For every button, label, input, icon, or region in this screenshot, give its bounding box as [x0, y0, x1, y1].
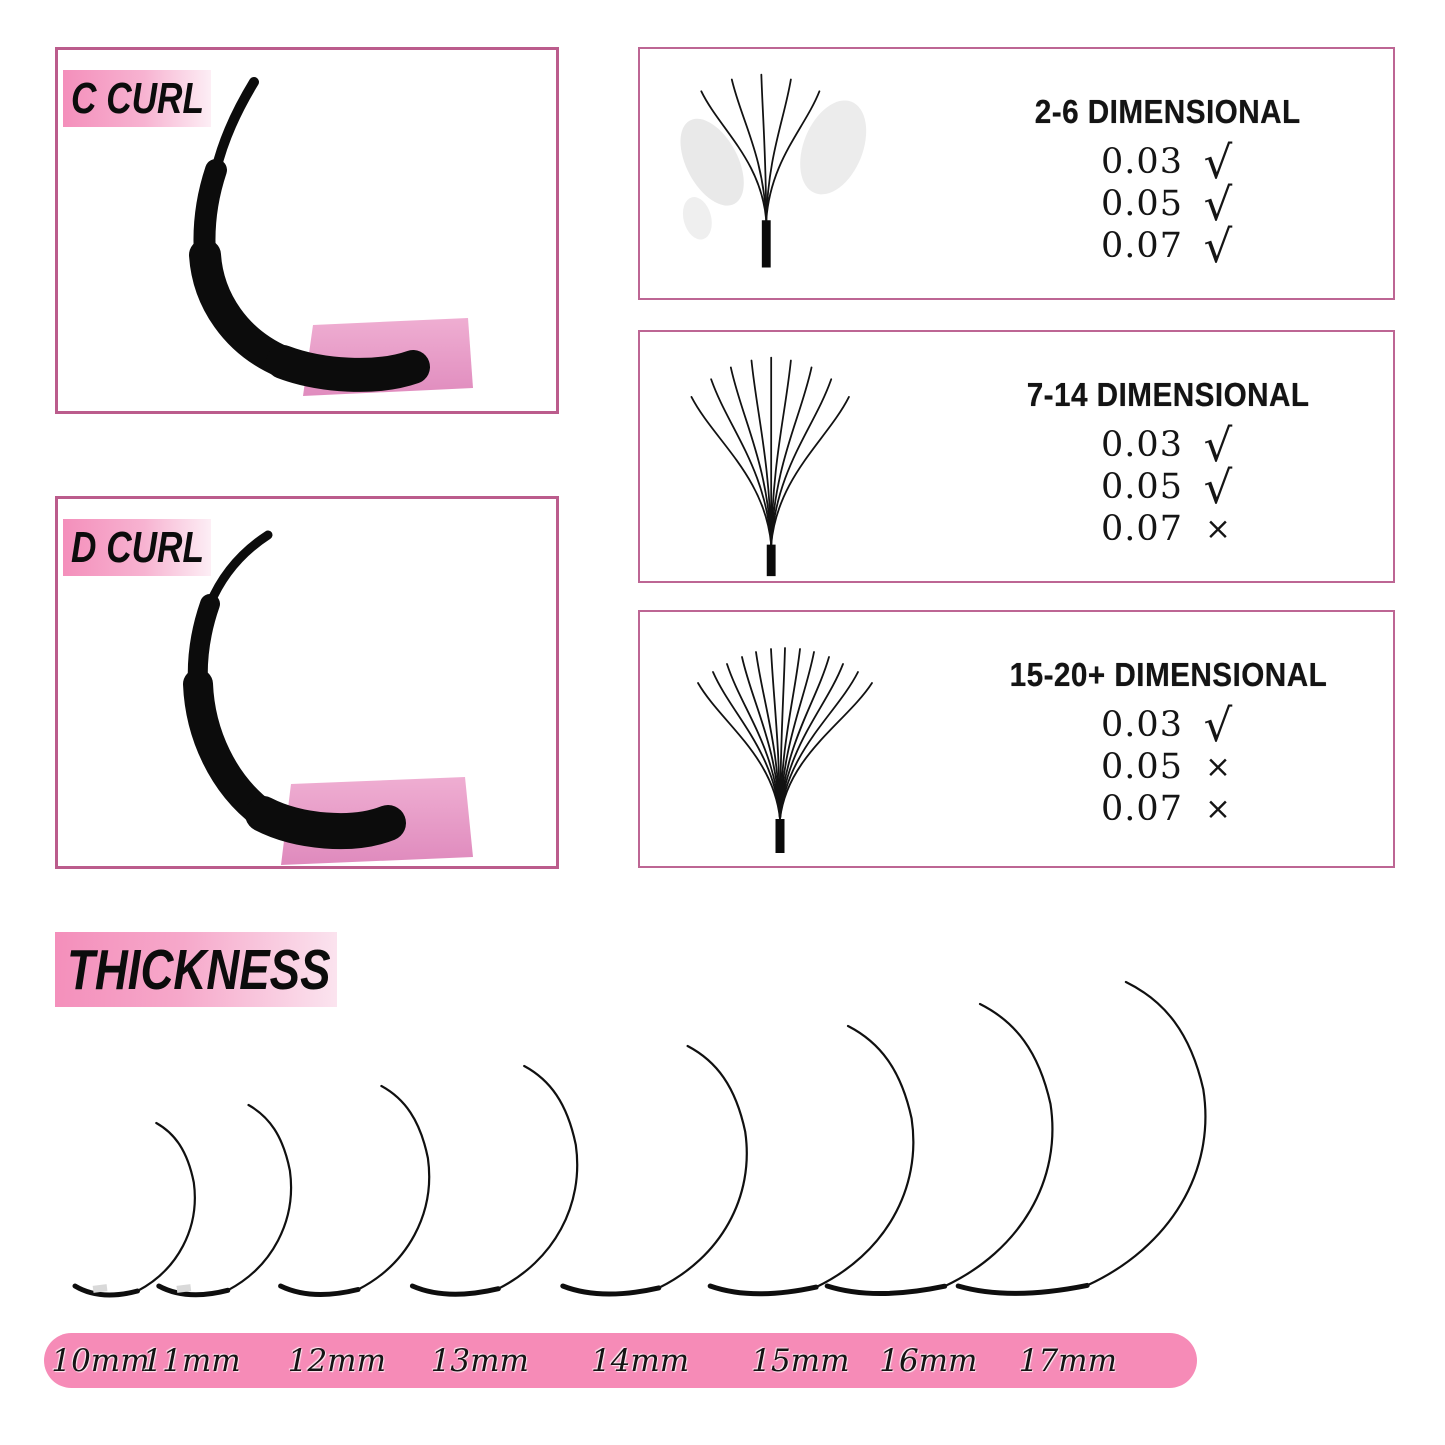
availability-mark: √	[1203, 418, 1233, 472]
lash-fan-illustration	[658, 49, 958, 298]
dimensional-box-2-6	[638, 47, 1395, 300]
spec-column	[955, 332, 1381, 581]
availability-mark: ×	[1205, 748, 1231, 785]
thickness-value: 0.03	[1101, 705, 1183, 745]
spec-column	[955, 612, 1381, 866]
length-label: 10mm	[51, 1342, 150, 1379]
spec-rows	[1092, 418, 1244, 550]
c-curl-label: C CURL	[71, 73, 204, 123]
thickness-value: 0.07	[1101, 226, 1183, 266]
thickness-lash-arcs	[0, 975, 1250, 1315]
spec-row	[1092, 135, 1244, 189]
dimensional-box-7-14	[638, 330, 1395, 583]
thickness-value: 0.05	[1101, 184, 1183, 224]
length-label: 14mm	[590, 1342, 690, 1379]
availability-mark: ×	[1205, 510, 1231, 547]
spec-rows	[1092, 698, 1244, 830]
length-label: 13mm	[430, 1342, 529, 1379]
c-curl-panel	[55, 47, 559, 414]
lash-fan-illustration	[658, 332, 958, 581]
availability-mark: √	[1203, 177, 1233, 231]
length-bar	[44, 1333, 1197, 1388]
spec-rows	[1092, 135, 1244, 273]
dimensional-heading: 15-20+ DIMENSIONAL	[1009, 656, 1327, 693]
length-label: 16mm	[879, 1342, 978, 1379]
d-curl-panel	[55, 496, 559, 869]
availability-mark: ×	[1205, 790, 1231, 827]
spec-row	[1092, 746, 1244, 788]
spec-row	[1092, 460, 1244, 514]
dimensional-heading: 7-14 DIMENSIONAL	[1026, 376, 1310, 413]
thickness-value: 0.07	[1101, 509, 1183, 549]
availability-mark: √	[1203, 698, 1233, 752]
thickness-title: THICKNESS	[67, 937, 331, 1002]
length-label: 11mm	[142, 1342, 241, 1379]
length-label: 12mm	[287, 1342, 386, 1379]
availability-mark: √	[1203, 219, 1233, 273]
thickness-value: 0.07	[1101, 789, 1183, 829]
spec-row	[1092, 219, 1244, 273]
availability-mark: √	[1203, 135, 1233, 189]
dimensional-heading: 2-6 DIMENSIONAL	[1035, 93, 1301, 130]
spec-row	[1092, 788, 1244, 830]
d-curl-label: D CURL	[71, 522, 204, 572]
availability-mark: √	[1203, 460, 1233, 514]
length-label: 15mm	[751, 1342, 850, 1379]
spec-row	[1092, 698, 1244, 752]
length-label: 17mm	[1018, 1342, 1117, 1379]
thickness-value: 0.05	[1101, 747, 1183, 787]
spec-row	[1092, 508, 1244, 550]
spec-column	[955, 49, 1381, 298]
c-curl-label-band	[63, 70, 211, 127]
spec-row	[1092, 177, 1244, 231]
d-curl-label-band	[63, 519, 211, 576]
lash-fan-illustration	[658, 612, 958, 866]
dimensional-box-15-20	[638, 610, 1395, 868]
thickness-value: 0.03	[1101, 425, 1183, 465]
thickness-value: 0.03	[1101, 142, 1183, 182]
spec-row	[1092, 418, 1244, 472]
thickness-value: 0.05	[1101, 467, 1183, 507]
